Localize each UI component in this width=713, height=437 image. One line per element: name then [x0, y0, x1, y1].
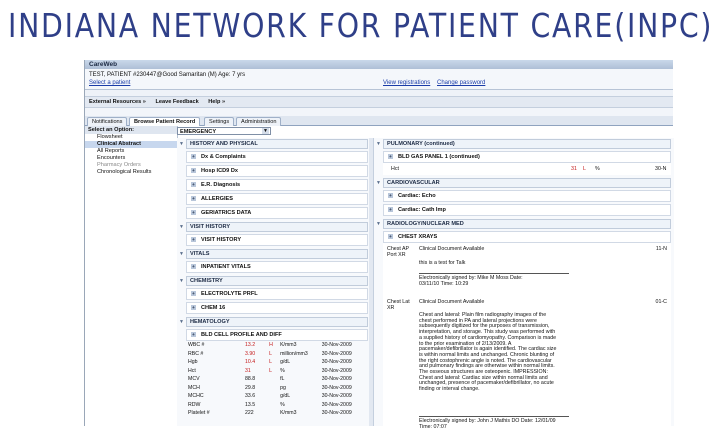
expand-icon[interactable]: + — [192, 332, 195, 337]
tab-notifications[interactable]: Notifications — [87, 117, 127, 126]
table-row — [186, 350, 368, 359]
lab-flag — [267, 409, 278, 418]
expand-icon[interactable]: + — [192, 237, 195, 242]
expand-icon[interactable]: + — [192, 154, 195, 159]
divider — [419, 273, 569, 274]
lab-value: 13.2 — [245, 342, 256, 349]
panel-inpatient-vitals[interactable] — [186, 261, 368, 273]
panel-label: BLD GAS PANEL 1 (continued) — [398, 154, 480, 160]
table-row — [186, 409, 368, 418]
lab-flag: L — [269, 359, 272, 366]
panel-label: Hosp ICD9 Dx — [201, 168, 238, 174]
expand-icon[interactable]: + — [192, 210, 195, 215]
lab-date: 30-Nov-2009 — [321, 342, 352, 349]
expand-icon[interactable]: + — [192, 291, 195, 296]
nav-item-clinical-abstract[interactable]: Clinical Abstract — [85, 141, 177, 148]
lab-name: WBC # — [188, 342, 205, 349]
tab-bar — [85, 116, 673, 126]
select-patient-link[interactable]: Select a patient — [89, 80, 131, 86]
section-label: HISTORY AND PHYSICAL — [190, 141, 258, 147]
report-signature: Electronically signed by: John J Mathis DO Date: 12/01/09 Time: 07:07 — [419, 418, 556, 430]
lab-value: 29.8 — [245, 384, 256, 391]
menu-leave-feedback[interactable]: Leave Feedback — [155, 99, 199, 105]
chevron-down-icon[interactable]: ▼ — [263, 128, 268, 134]
table-row — [186, 341, 368, 350]
panel-hosp-icd9[interactable] — [186, 165, 368, 177]
lab-flag — [267, 392, 278, 401]
panel-chest-xrays[interactable] — [383, 231, 671, 243]
expand-icon[interactable]: + — [389, 193, 392, 198]
lab-date: 30-Nov-2009 — [321, 384, 352, 391]
lab-date: 30-Nov-2009 — [321, 359, 352, 366]
collapse-icon[interactable]: ▼ — [179, 278, 184, 284]
report-label: Chest Lat XR — [387, 299, 410, 311]
abstract-type-select[interactable] — [177, 127, 271, 135]
report-chest-lat — [383, 297, 671, 437]
lab-value: 10.4 — [245, 359, 256, 366]
table-row — [186, 401, 368, 410]
nav-item-chronological-results[interactable]: Chronological Results — [97, 169, 152, 175]
panel-cardiac-cath[interactable] — [383, 204, 671, 216]
section-label: PULMONARY (continued) — [387, 141, 455, 147]
lab-date: 30-N — [655, 166, 667, 172]
panel-chem16[interactable] — [186, 302, 368, 314]
table-row — [186, 384, 368, 393]
table-row — [186, 358, 368, 367]
expand-icon[interactable]: + — [192, 264, 195, 269]
collapse-icon[interactable]: ▼ — [376, 141, 381, 147]
expand-icon[interactable]: + — [192, 182, 195, 187]
collapse-icon[interactable]: ▼ — [376, 180, 381, 186]
lab-unit: million/mm3 — [280, 350, 308, 357]
lab-flag: L — [269, 350, 272, 357]
panel-label: BLD CELL PROFILE AND DIFF — [201, 332, 282, 338]
lab-unit: fL — [280, 376, 285, 383]
lab-value: 88.8 — [245, 376, 256, 383]
nav-item-pharmacy-orders[interactable]: Pharmacy Orders — [97, 162, 141, 168]
section-label: VISIT HISTORY — [190, 224, 231, 230]
lab-value: 13.5 — [245, 401, 256, 408]
lab-flag — [267, 401, 278, 410]
report-code: 01-C — [655, 299, 667, 305]
panel-visit-history[interactable] — [186, 234, 368, 246]
table-row — [383, 163, 671, 175]
lab-date: 30-Nov-2009 — [321, 410, 352, 417]
section-visit-history[interactable] — [179, 222, 368, 232]
menu-help[interactable]: Help » — [208, 99, 226, 105]
handwritten-heading: INDIANA NETWORK FOR PATIENT CARE(INPC) — [8, 6, 713, 45]
collapse-icon[interactable]: ▼ — [376, 221, 381, 227]
lab-unit: % — [595, 166, 600, 172]
lab-unit: % — [280, 367, 285, 374]
lab-flag: H — [269, 342, 273, 349]
lab-name: Hgb — [188, 359, 198, 366]
lab-value: 33.6 — [245, 393, 256, 400]
lab-value: 222 — [245, 410, 254, 417]
panel-label: CHEST XRAYS — [398, 234, 438, 240]
section-label: CARDIOVASCULAR — [387, 180, 440, 186]
nav-header: Select an Option: — [85, 126, 177, 134]
lab-unit: K/mm3 — [280, 342, 297, 349]
expand-icon[interactable]: + — [192, 168, 195, 173]
lab-name: MCHC — [188, 393, 204, 400]
lab-name: MCH — [188, 384, 200, 391]
panel-er-diagnosis[interactable] — [186, 179, 368, 191]
panel-geriatrics[interactable] — [186, 207, 368, 219]
report-chest-ap — [383, 243, 671, 297]
tab-browse-patient-record[interactable]: Browse Patient Record — [129, 117, 200, 126]
lab-name: MCV — [188, 376, 200, 383]
report-code: 11-N — [655, 246, 667, 252]
collapse-icon[interactable]: ▼ — [179, 224, 184, 230]
report-label: Chest AP Port XR — [387, 246, 409, 258]
report-signature: Electronically signed by: Mike M Moss Date: 03/11/10 Time: 10:29 — [419, 275, 523, 287]
panel-allergies[interactable] — [186, 193, 368, 205]
table-row — [186, 375, 368, 384]
lab-date: 30-Nov-2009 — [321, 393, 352, 400]
lab-flag: L — [583, 166, 586, 172]
section-label: RADIOLOGY/NUCLEAR MED — [387, 221, 464, 227]
panel-label: Cardiac: Echo — [398, 193, 436, 199]
expand-icon[interactable]: + — [389, 207, 392, 212]
menu-external-resources[interactable]: External Resources » — [89, 99, 146, 105]
lab-unit: K/mm3 — [280, 410, 297, 417]
report-body: Chest and lateral: Plain film radiography images of the chest performed in PA and lateral projections were subsequently digitized for the purposes of transmission, interpretation, and storage. This study was performed with a supplied history of cardiomyopathy. Comparison is made to the prior examination of 2/13/2009. A pacemaker/defibrillator is again identified. The cardiac size is within normal limits and unchanged. Chronic blunting of the right costophrenic angle is noted. The cardiovascular and pulmonary findings are otherwise within normal limits. The osseous structures are osteopenic. IMPRESSION: Chest and lateral: Cardiac size within normal limits and unchanged, presence of pacemaker/defibrillator, no acute finding or interval change. — [419, 312, 557, 393]
expand-icon[interactable]: + — [192, 196, 195, 201]
patient-bar — [85, 69, 673, 90]
lab-unit: % — [280, 401, 285, 408]
panel-label: INPATIENT VITALS — [201, 264, 251, 270]
lab-name: Hct — [188, 367, 196, 374]
panel-cardiac-echo[interactable] — [383, 190, 671, 202]
lab-unit: g/dL — [280, 359, 291, 366]
section-label: CHEMISTRY — [190, 278, 223, 284]
careweb-window — [84, 60, 673, 430]
lab-date: 30-Nov-2009 — [321, 401, 352, 408]
panel-bld-cell-profile[interactable] — [186, 329, 368, 341]
lab-value: 31 — [245, 367, 251, 374]
lab-value: 31 — [571, 166, 577, 172]
panel-label: E.R. Diagnosis — [201, 182, 241, 188]
section-cardiovascular[interactable] — [376, 178, 671, 188]
lab-name: Hct — [391, 166, 399, 172]
lab-unit: pg — [280, 384, 286, 391]
nav-item-encounters[interactable]: Encounters — [97, 155, 126, 161]
section-hematology[interactable] — [179, 317, 368, 327]
lab-date: 30-Nov-2009 — [321, 367, 352, 374]
lab-flag — [267, 384, 278, 393]
change-password-link[interactable]: Change password — [437, 80, 486, 86]
lab-results-table — [186, 341, 368, 418]
collapse-icon[interactable]: ▼ — [179, 251, 184, 257]
lab-name: RBC # — [188, 350, 204, 357]
abstract-left-column — [177, 138, 369, 426]
collapse-icon[interactable]: ▼ — [179, 141, 184, 147]
panel-bld-gas[interactable] — [383, 151, 671, 163]
table-row — [186, 367, 368, 376]
panel-dx-complaints[interactable] — [186, 151, 368, 163]
expand-icon[interactable]: + — [389, 154, 392, 159]
report-note: this is a test for Talk — [419, 260, 466, 266]
view-registrations-link[interactable]: View registrations — [383, 80, 431, 86]
lab-value: 3.90 — [245, 350, 256, 357]
panel-electrolyte[interactable] — [186, 288, 368, 300]
lab-name: RDW — [188, 401, 201, 408]
tab-settings[interactable]: Settings — [204, 117, 234, 126]
lab-unit: g/dL — [280, 393, 291, 400]
panel-label: CHEM 16 — [201, 305, 226, 311]
section-label: HEMATOLOGY — [190, 319, 230, 325]
section-radiology[interactable] — [376, 219, 671, 229]
expand-icon[interactable]: + — [389, 234, 392, 239]
patient-name: TEST, PATIENT #230447@Good Samaritan (M) Age: 7 yrs — [89, 72, 246, 78]
section-pulmonary[interactable] — [376, 139, 671, 149]
report-status[interactable]: Clinical Document Available — [419, 246, 485, 252]
divider — [419, 416, 569, 417]
table-row — [186, 392, 368, 401]
section-label: VITALS — [190, 251, 210, 257]
menu-bar — [85, 96, 673, 108]
nav-item-all-reports[interactable]: All Reports — [97, 148, 125, 154]
abstract-right-column — [373, 138, 674, 430]
section-vitals[interactable] — [179, 249, 368, 259]
panel-label: ELECTROLYTE PRFL — [201, 291, 258, 297]
section-chemistry[interactable] — [179, 276, 368, 286]
expand-icon[interactable]: + — [192, 305, 195, 310]
collapse-icon[interactable]: ▼ — [179, 319, 184, 325]
panel-label: VISIT HISTORY — [201, 237, 242, 243]
tab-administration[interactable]: Administration — [236, 117, 281, 126]
window-title: CareWeb — [85, 60, 673, 69]
report-status[interactable]: Clinical Document Available — [419, 299, 485, 305]
lab-flag: L — [269, 367, 272, 374]
panel-label: GERIATRICS DATA — [201, 210, 252, 216]
panel-label: Dx & Complaints — [201, 154, 246, 160]
lab-date: 30-Nov-2009 — [321, 376, 352, 383]
lab-date: 30-Nov-2009 — [321, 350, 352, 357]
lab-name: Platelet # — [188, 410, 210, 417]
section-history-physical[interactable] — [179, 139, 368, 149]
abstract-type-value: EMERGENCY — [180, 129, 217, 135]
panel-label: Cardiac: Cath Imp — [398, 207, 446, 213]
lab-flag — [267, 375, 278, 384]
panel-label: ALLERGIES — [201, 196, 234, 202]
nav-item-flowsheet[interactable]: Flowsheet — [97, 134, 123, 140]
option-nav — [85, 126, 178, 426]
